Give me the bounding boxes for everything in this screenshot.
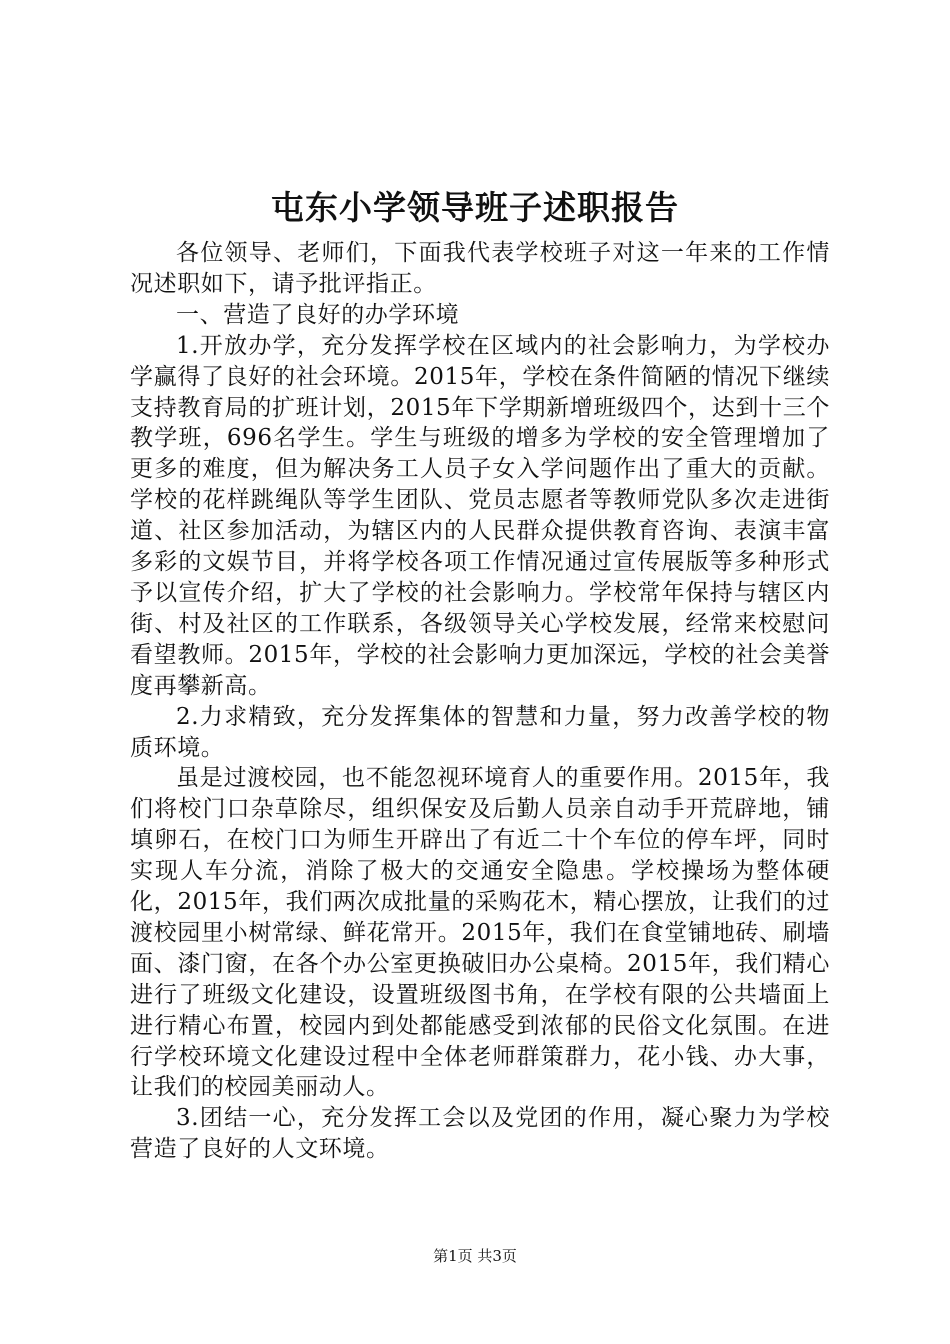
paragraph-greeting: 各位领导、老师们，下面我代表学校班子对这一年来的工作情况述职如下，请予批评指正。	[130, 240, 830, 297]
section-heading: 一、营造了良好的办学环境	[176, 301, 460, 328]
paragraph-item-1: 1.开放办学，充分发挥学校在区域内的社会影响力，为学校办学赢得了良好的社会环境。2015年，学校在条件简陋的情况下继续支持教育局的扩班计划，2015年下学期新增班级四个，达到十三个教学班，696名学生。学生与班级的增多为学校的安全管理增加了更多的难度，但为解决务工人员子女入学问题作出了重大的贡献。学校的花样跳绳队等学生团队、党员志愿者等教师党队多次走进街道、社区参加活动，为辖区内的人民群众提供教育咨询、表演丰富多彩的文娱节目，并将学校各项工作情况通过宣传展版等多种形式予以宣传介绍，扩大了学校的社会影响力。学校常年保持与辖区内街、村及社区的工作联系，各级领导关心学校发展，经常来校慰问看望教师。2015年，学校的社会影响力更加深远，学校的社会美誉度再攀新高。	[130, 332, 830, 699]
document-body	[130, 238, 830, 1165]
paragraph-item-2: 2.力求精致，充分发挥集体的智慧和力量，努力改善学校的物质环境。	[130, 703, 830, 761]
page-footer: 第1页 共3页	[433, 1247, 517, 1265]
paragraph-item-3: 3.团结一心，充分发挥工会以及党团的作用，凝心聚力为学校营造了良好的人文环境。	[130, 1105, 830, 1163]
document-title: 屯东小学领导班子述职报告	[271, 188, 679, 227]
paragraph-item-2-detail: 虽是过渡校园，也不能忽视环境育人的重要作用。2015年，我们将校门口杂草除尽，组织保安及后勤人员亲自动手开荒辟地，铺填卵石，在校门口为师生开辟出了有近二十个车位的停车坪，同时实现人车分流，消除了极大的交通安全隐患。学校操场为整体硬化，2015年，我们两次成批量的采购花木，精心摆放，让我们的过渡校园里小树常绿、鲜花常开。2015年，我们在食堂铺地砖、刷墙面、漆门窗，在各个办公室更换破旧办公桌椅。2015年，我们精心进行了班级文化建设，设置班级图书角，在学校有限的公共墙面上进行精心布置，校园内到处都能感受到浓郁的民俗文化氛围。在进行学校环境文化建设过程中全体老师群策群力，花小钱、办大事，让我们的校园美丽动人。	[130, 765, 830, 1101]
